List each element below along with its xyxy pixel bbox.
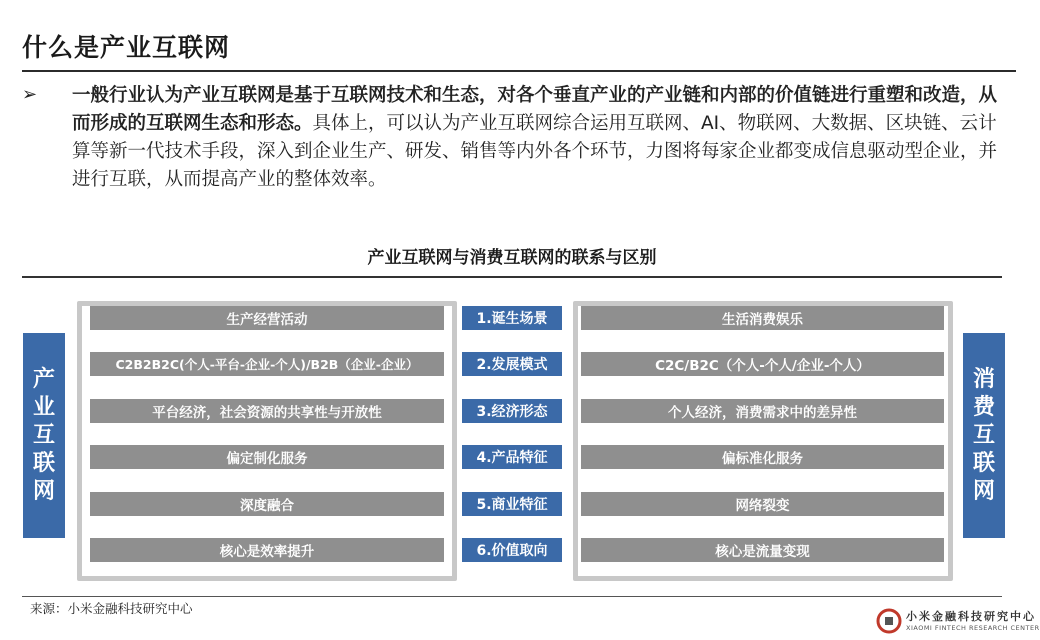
- left-side-label: [23, 333, 65, 538]
- footer-divider: [22, 596, 1002, 597]
- middle-row-4: 4.产品特征: [462, 445, 562, 469]
- left-row-3: 平台经济，社会资源的共享性与开放性: [90, 399, 444, 423]
- middle-row-3: 3.经济形态: [462, 399, 562, 423]
- logo-cn-text: 小米金融科技研究中心: [906, 610, 1036, 623]
- middle-row-6: 6.价值取向: [462, 538, 562, 562]
- left-row-2: C2B2B2C(个人-平台-企业-个人)/B2B（企业-企业）: [90, 352, 444, 376]
- title-divider: [22, 70, 1016, 72]
- source-note: 来源：小米金融科技研究中心: [30, 601, 193, 616]
- left-row-6: 核心是效率提升: [90, 538, 444, 562]
- left-row-4: 偏定制化服务: [90, 445, 444, 469]
- right-row-6: 核心是流量变现: [581, 538, 944, 562]
- intro-normal-text: 具体上，可以认为产业互联网综合运用互联网、AI、物联网、大数据、区块链、云计算等新一代技术手段，深入到企业生产、研发、销售等内外各个环节，力图将每家企业都变成信息驱动型企业，并进行互联，从而提高产业的整体效率。: [72, 113, 998, 190]
- bullet-arrow-icon: ➢: [22, 84, 38, 105]
- left-side-label-char: 互: [32, 422, 55, 448]
- right-row-5: 网络裂变: [581, 492, 944, 516]
- left-side-label-char: 网: [32, 478, 55, 504]
- page-title: 什么是产业互联网: [22, 33, 231, 62]
- right-row-3: 个人经济，消费需求中的差异性: [581, 399, 944, 423]
- right-side-label-char: 网: [972, 478, 995, 504]
- right-row-2: C2C/B2C（个人-个人/企业-个人）: [581, 352, 944, 376]
- left-side-label-char: 业: [32, 394, 55, 420]
- right-side-label-char: 互: [972, 422, 995, 448]
- middle-row-2: 2.发展模式: [462, 352, 562, 376]
- right-side-label-char: 联: [972, 450, 995, 476]
- intro-paragraph: [72, 82, 1012, 194]
- right-side-label-char: 费: [972, 394, 995, 420]
- middle-row-1: 1.诞生场景: [462, 306, 562, 330]
- comparison-title: 产业互联网与消费互联网的联系与区别: [367, 248, 657, 268]
- comparison-divider: [22, 276, 1002, 278]
- logo-en-text: XIAOMI FINTECH RESEARCH CENTER: [906, 624, 1040, 632]
- left-row-5: 深度融合: [90, 492, 444, 516]
- logo-mark-icon: [876, 608, 902, 634]
- right-side-label: [963, 333, 1005, 538]
- right-row-4: 偏标准化服务: [581, 445, 944, 469]
- logo: [876, 606, 1040, 636]
- left-row-1: 生产经营活动: [90, 306, 444, 330]
- intro-bold-text: 一般行业认为产业互联网是基于互联网技术和生态，对各个垂直产业的产业链和内部的价值链进行重塑和改造，从而形成的互联网生态和形态。: [72, 85, 998, 134]
- left-side-label-char: 产: [32, 366, 55, 392]
- right-row-1: 生活消费娱乐: [581, 306, 944, 330]
- right-side-label-char: 消: [972, 366, 995, 392]
- left-side-label-char: 联: [32, 450, 55, 476]
- middle-row-5: 5.商业特征: [462, 492, 562, 516]
